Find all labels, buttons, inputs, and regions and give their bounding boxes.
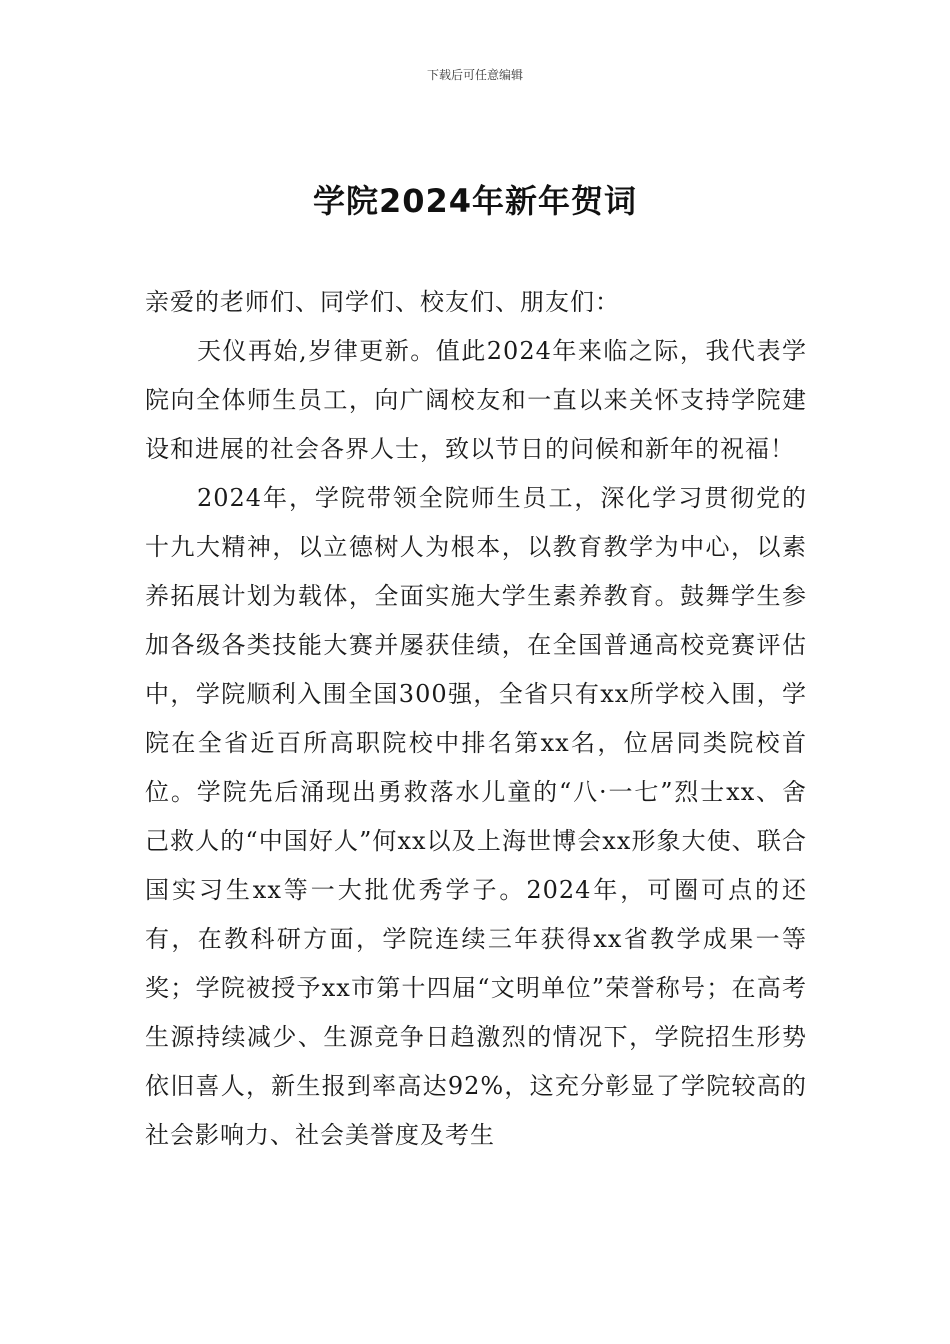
paragraph-1: 天仪再始,岁律更新。值此2024年来临之际，我代表学院向全体师生员工，向广阔校友和一直以来关怀支持学院建设和进展的社会各界人士，致以节日的问候和新年的祝福！ — [145, 337, 807, 463]
header-note: 下载后可任意编辑 — [426, 68, 523, 82]
paragraph-2: 2024年，学院带领全院师生员工，深化学习贯彻党的十九大精神，以立德树人为根本，以教育教学为中心，以素养拓展计划为载体，全面实施大学生素养教育。鼓舞学生参加各级各类技能大赛并屡获佳绩，在全国普通高校竞赛评估中，学院顺利入围全国300强，全省只有xx所学校入围，学院在全省近百所高职院校中排名第xx名，位居同类院校首位。学院先后涌现出勇救落水儿童的“八·一七”烈士xx、舍己救人的“中国好人”何xx以及上海世博会xx形象大使、联合国实习生xx等一大批优秀学子。2024年，可圈可点的还有，在教科研方面，学院连续三年获得xx省教学成果一等奖；学院被授予xx市第十四届“文明单位”荣誉称号；在高考生源持续减少、生源竞争日趋激烈的情况下，学院招生形势依旧喜人，新生报到率高达92%，这充分彰显了学院较高的社会影响力、社会美誉度及考生 — [145, 484, 807, 1149]
salutation: 亲爱的老师们、同学们、校友们、朋友们： — [145, 288, 620, 316]
document-body — [145, 278, 807, 1160]
document-title: 学院2024年新年贺词 — [312, 182, 638, 220]
